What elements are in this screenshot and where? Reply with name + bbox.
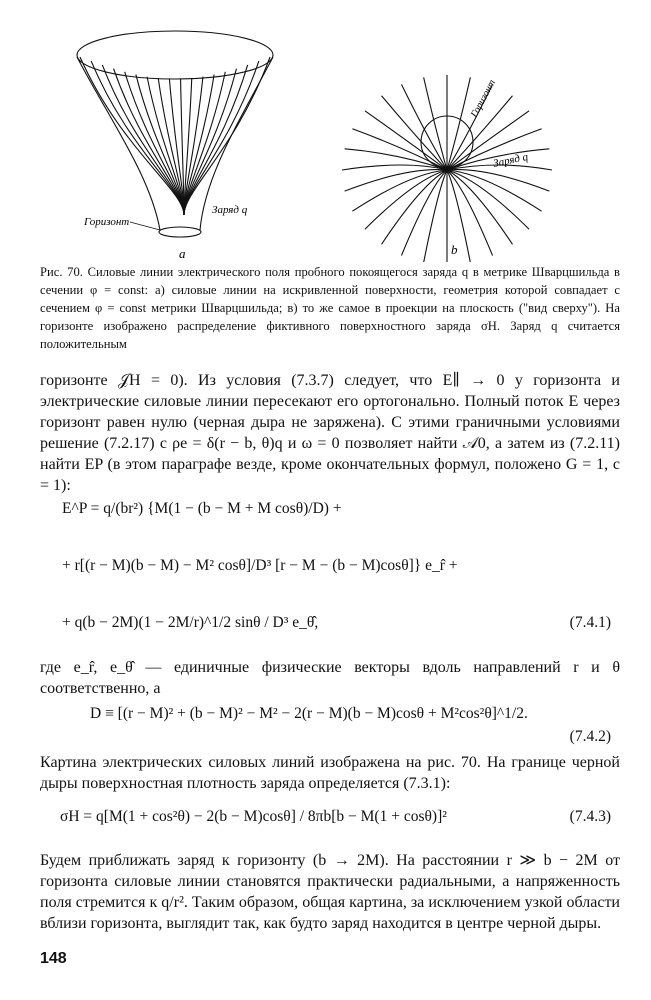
label-charge-b: Заряд q xyxy=(492,150,530,170)
radial-field-line xyxy=(382,170,447,244)
figure-drawing xyxy=(0,0,651,262)
label-charge-a: Заряд q xyxy=(212,204,248,216)
equation-1-line-1: E^P = q/(br²) {M(1 − (b − M + M cosθ)/D) + xyxy=(62,500,342,517)
label-horizon-a: Горизонт xyxy=(84,216,130,228)
radial-field-line xyxy=(447,170,512,244)
equation-3-number: (7.4.3) xyxy=(569,808,611,825)
equation-2: D ≡ [(r − M)² + (b − M)² − M² − 2(r − M)(b − M)cosθ + M²cos²θ]^1/2. xyxy=(90,705,528,722)
label-a: a xyxy=(179,246,186,261)
figure-caption: Рис. 70. Силовые линии электрического поля пробного покоящегося заряда q в метрике Шварцшильда в сечении φ = const: a) силовые линии на искривленной поверхности, геометрия которой совпадает с сечением φ = const метрики Шварцшильда; в) то же самое в проекции на плоскость ("вид сверху"). На горизонте изображено распределение фиктивного поверхностного заряда σH. Заряд q считается положительным xyxy=(40,265,620,351)
funnel-field-line xyxy=(184,65,248,215)
label-horizon-b: Горизонт xyxy=(468,77,498,120)
equation-1-line-2: + r[(r − M)(b − M) − M² cosθ]/D³ [r − M − (b − M)cosθ]} e_r̂ + xyxy=(62,557,458,574)
equation-1-line-3: + q(b − 2M)(1 − 2M/r)^1/2 sinθ / D³ e_θ̂, xyxy=(62,614,319,631)
paragraph-1: горизонте 𝒥H = 0). Из условия (7.3.7) следует, что E∥ → 0 у горизонта и электрические силовые линии пересекают его ортогонально. Полный поток E через горизонт равен нулю (черная дыра не заряжена). С этими граничными условиями решение (7.2.17) с ρe = δ(r − b, θ)q и ω = 0 позволяет найти 𝒜0, а затем из (7.2.11) найти EP (в этом параграфе везде, кроме окончательных формул, положено G = 1, c = 1): xyxy=(40,372,620,494)
paragraph-3: Картина электрических силовых линий изображена на рис. 70. На границе черной дыры поверхностная плотность заряда определяется (7.3.1): xyxy=(40,754,620,792)
equation-2-number: (7.4.2) xyxy=(569,728,611,745)
paragraph-2: где e_r̂, e_θ̂ — единичные физические векторы вдоль направлений r и θ соответственно, а xyxy=(40,659,620,697)
funnel-field-line xyxy=(184,57,270,215)
label-b: b xyxy=(451,242,458,257)
figure-70 xyxy=(0,0,651,262)
radial-field-line xyxy=(401,170,447,256)
radial-field xyxy=(342,75,552,262)
funnel-field-lines xyxy=(80,57,270,215)
radial-field-line xyxy=(424,170,447,262)
equation-3: σH = q[M(1 + cos²θ) − 2(b − M)cosθ] / 8πb[b − M(1 + cosθ)]² xyxy=(60,808,447,825)
paragraph-4: Будем приближать заряд к горизонту (b → 2M). На расстоянии r ≫ b − 2M от горизонта силовые линии становятся практически радиальными, а напряженность поля стремится к q/r². Таким образом, общая картина, за исключением узкой области вблизи горизонта, выглядит так, как будто заряд находится в центре черной дыры. xyxy=(40,852,620,932)
page-number: 148 xyxy=(40,950,67,967)
funnel-field-line xyxy=(102,65,184,215)
equation-1-number: (7.4.1) xyxy=(569,614,611,631)
radial-field-lines xyxy=(342,75,552,262)
